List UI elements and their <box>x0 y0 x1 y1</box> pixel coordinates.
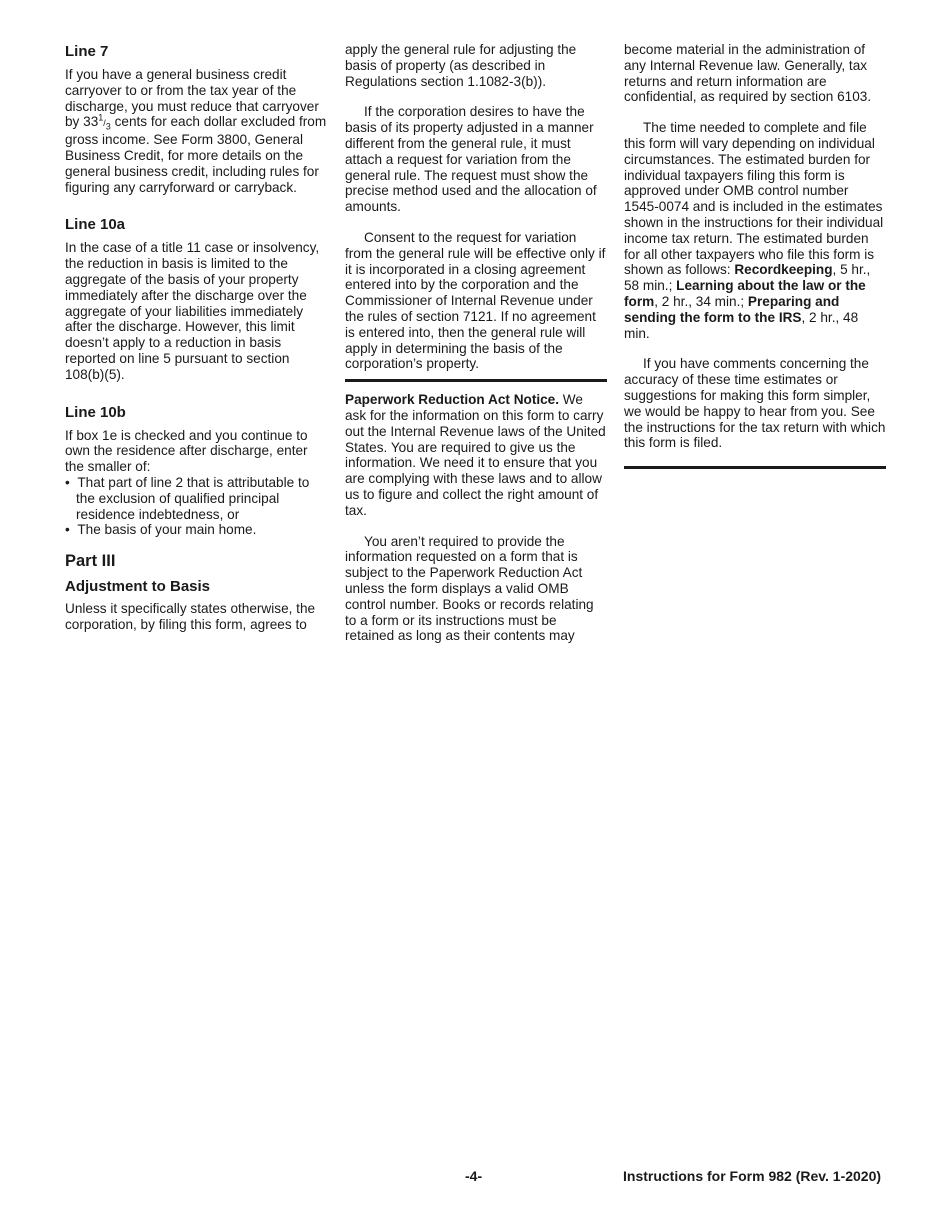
adjustment-to-basis-heading: Adjustment to Basis <box>65 578 211 596</box>
line-10b-bullet-2: • The basis of your main home. <box>65 522 257 538</box>
recordkeeping-label: Recordkeeping <box>734 262 833 278</box>
paperwork-reduction-title: Paperwork Reduction Act Notice. <box>345 392 560 408</box>
form-title-footer: Instructions for Form 982 (Rev. 1-2020) <box>623 1168 882 1184</box>
col3-paragraph-1: become material in the administration of any Internal Revenue law. Generally, tax returns and return information are confidential, as required by section 6103. <box>624 42 872 105</box>
preparing-time: , 2 hr., 48 min. <box>624 309 859 341</box>
line-7-text-a: If you have a general business credit carryover to or from the tax year of the discharge, you must reduce that carryover by 33 <box>65 67 319 130</box>
part-iii-heading: Part III <box>65 552 116 571</box>
part-iii-text: Unless it specifically states otherwise, the corporation, by filing this form, agrees to <box>65 601 316 632</box>
line-7-text: If you have a general business credit carryover to or from the tax year of the discharge, you must reduce that carryover by $33^1/_3$ cents for each dollar excluded from gross income. See Form 3800, General Business Credit, for more details on the general business credit, including rules for figuring any carryforward or carryback. <box>65 67 327 195</box>
line-10b-heading: Line 10b <box>65 403 126 421</box>
page-number: -4- <box>465 1168 483 1184</box>
paperwork-reduction-paragraph <box>345 392 607 518</box>
line-7-text-b: cents for each dollar excluded from gross income. See Form 3800, General Business Credit, for more details on the general business credit, including rules for figuring any carryforward or carryback. <box>65 114 327 195</box>
line-10b-bullet-1-text: That part of line 2 that is attributable to the exclusion of qualified principal residence indebtedness, or <box>76 474 310 522</box>
preparing-label: Preparing and sending the form to the IRS <box>624 293 840 325</box>
line-7-heading: Line 7 <box>65 43 109 60</box>
paperwork-reduction-text: We ask for the information on this form to carry out the Internal Revenue laws of the United States. You are required to give us the information. We need it to ensure that you are complying with these laws and to allow us to figure and collect the right amount of tax. <box>345 392 606 518</box>
column-2 <box>345 42 607 644</box>
line-10b-text: If box 1e is checked and you continue to own the residence after discharge, enter the smaller of: <box>65 427 308 475</box>
line-10a-text: In the case of a title 11 case or insolvency, the reduction in basis is limited to the aggregate of the basis of your property immediately after the discharge over the aggregate of your liabilities immediately after the discharge. However, this limit doesn’t apply to a reduction in basis reported on line 5 pursuant to section 108(b)(5). <box>65 240 320 382</box>
column-1 <box>65 42 327 633</box>
col2-paragraph-5: You aren’t required to provide the information requested on a form that is subject to the Paperwork Reduction Act unless the form displays a valid OMB control number. Books or records relating to a form or its instructions must be retained as long as their contents may <box>345 533 594 644</box>
line-10b-bullet-2-text: The basis of your main home. <box>77 522 257 538</box>
column-3 <box>624 42 886 469</box>
burden-estimate-paragraph <box>624 120 886 341</box>
col2-paragraph-1: apply the general rule for adjusting the basis of property (as described in Regulations section 1.1082-3(b)). <box>345 42 577 89</box>
learning-time: , 2 hr., 34 min.; <box>654 293 748 309</box>
learning-label: Learning about the law or the form <box>624 278 866 309</box>
section-divider <box>345 379 607 382</box>
burden-text: The time needed to complete and file this form will vary depending on individual circumstances. The estimated burden for individual taxpayers filing this form is approved under OMB control number 1545-0074 and is included in the estimates shown in the instructions for their individual income tax return. The estimated burden for all other taxpayers who file this form is shown as follows: <box>624 120 884 278</box>
end-divider <box>624 466 886 469</box>
recordkeeping-time: , 5 hr., 58 min.; <box>624 262 871 294</box>
fraction-denominator: 3 <box>105 122 111 133</box>
line-10b-bullet-1: • That part of line 2 that is attributable to the exclusion of qualified principal residence indebtedness, or <box>65 474 310 522</box>
col2-paragraph-3: Consent to the request for variation from the general rule will be effective only if it is incorporated in a closing agreement entered into by the corporation and the Commissioner of Internal Revenue under the rules of section 7121. If no agreement is entered into, then the general rule will apply in determining the basis of the corporation’s property. <box>345 229 606 372</box>
fraction-numerator: 1 <box>98 112 104 123</box>
col2-paragraph-2: If the corporation desires to have the basis of its property adjusted in a manner different from the general rule, it must attach a request for variation from the general rule. The request must show the precise method used and the allocation of amounts. <box>345 104 597 215</box>
line-10a-heading: Line 10a <box>65 216 126 234</box>
col3-paragraph-3: If you have comments concerning the accuracy of these time estimates or suggestions for making this form simpler, we would be happy to hear from you. See the instructions for the tax return with which this form is filed. <box>624 356 886 451</box>
